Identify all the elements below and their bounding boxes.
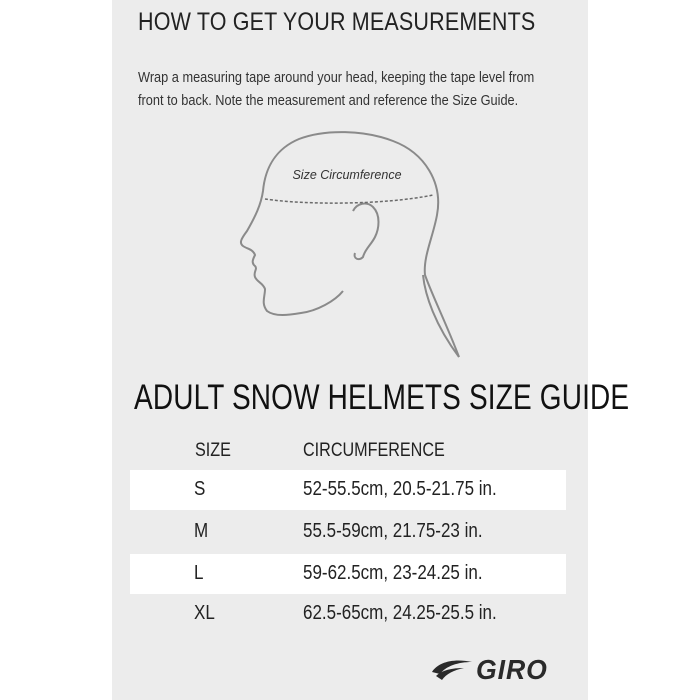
brand-name: GIRO	[476, 654, 548, 685]
row-circumference: 55.5-59cm, 21.75-23 in.	[303, 520, 483, 542]
row-size: S	[194, 478, 206, 500]
row-circumference: 59-62.5cm, 23-24.25 in.	[303, 562, 483, 584]
ear-outline	[353, 204, 379, 260]
measuring-tape-line	[265, 195, 433, 203]
row-circumference: 52-55.5cm, 20.5-21.75 in.	[303, 478, 497, 500]
table-row	[130, 470, 566, 510]
row-size: XL	[194, 602, 215, 624]
table-row	[130, 594, 566, 634]
size-circumference-label: Size Circumference	[292, 168, 402, 182]
giro-logo-icon	[430, 656, 474, 684]
row-size: L	[194, 562, 204, 584]
instructions-title: HOW TO GET YOUR MEASUREMENTS	[138, 8, 536, 36]
size-guide-title: ADULT SNOW HELMETS SIZE GUIDE	[134, 378, 630, 417]
header-circumference: CIRCUMFERENCE	[303, 440, 445, 461]
table-row	[130, 554, 566, 594]
row-circumference: 62.5-65cm, 24.25-25.5 in.	[303, 602, 497, 624]
header-size: SIZE	[195, 440, 231, 461]
head-profile-diagram	[225, 125, 485, 365]
head-outline	[241, 132, 459, 357]
row-size: M	[194, 520, 209, 542]
table-row	[130, 512, 566, 552]
instructions-text: Wrap a measuring tape around your head, keeping the tape level from front to back. Note the measurement and reference the Size Guide.	[138, 70, 535, 109]
